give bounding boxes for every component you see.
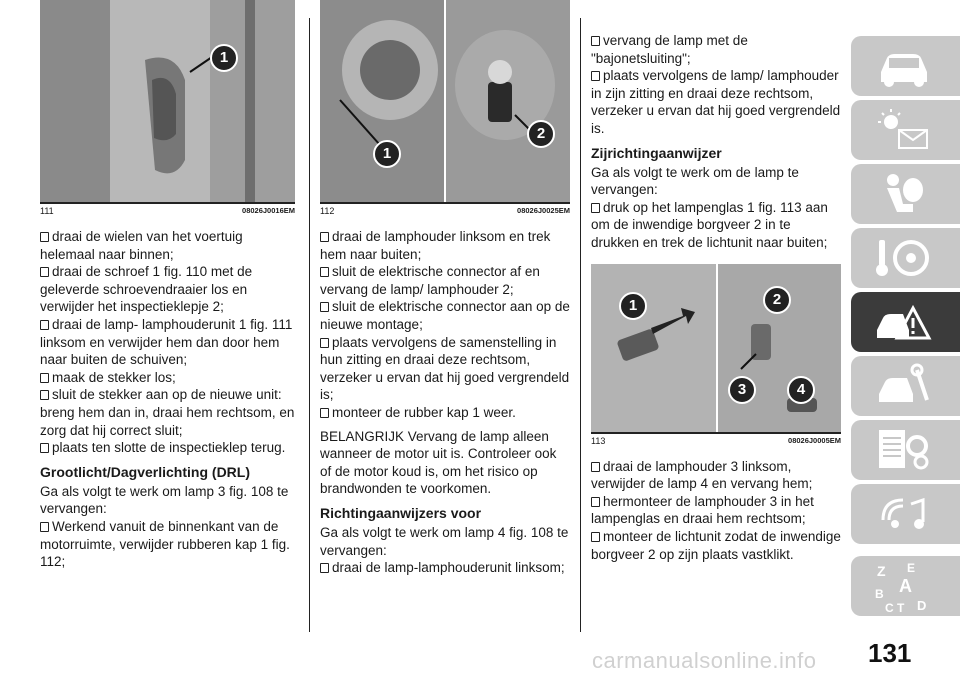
column-3-text-bottom	[591, 458, 841, 564]
figure-code: 08026J0016EM	[242, 206, 295, 215]
watermark: carmanualsonline.info	[592, 648, 817, 673]
checkbox-bullet-icon	[320, 232, 329, 242]
chapter-tab-multimedia[interactable]	[851, 484, 960, 544]
step: draai de schroef 1 fig. 110 met de geleverde schroevendraaier los en verwijder het inspectieklepje 2;	[40, 264, 253, 315]
checkbox-bullet-icon	[591, 462, 600, 472]
step: draai de lamp- lamphouderunit 1 fig. 111 linksom en verwijder hem dan door hem naar buiten de schuiven;	[40, 316, 293, 368]
svg-text:Z: Z	[877, 563, 886, 579]
callout-4: 4	[787, 376, 815, 404]
step: druk op het lampenglas 1 fig. 113 aan om de inwendige borgveer 2 in te drukken en trek de lichtunit naar buiten;	[591, 199, 828, 250]
chapter-tab-emergency[interactable]	[851, 292, 960, 352]
chapter-tab-starting[interactable]	[851, 228, 960, 288]
chapter-tab-dashboard[interactable]	[851, 100, 960, 160]
column-divider	[309, 18, 310, 632]
step: draai de lamp-lamphouderunit linksom;	[320, 559, 570, 577]
alphabetical-index-icon	[873, 558, 933, 614]
airbag-seat-icon	[873, 170, 933, 218]
section-heading: Grootlicht/Dagverlichting (DRL)	[40, 463, 250, 480]
step: hermonteer de lamphouder 3 in het lampenglas en draai hem rechtsom;	[591, 493, 814, 527]
figure-112-caption	[320, 202, 570, 222]
callout-1: 1	[373, 140, 401, 168]
figure-111	[40, 0, 295, 202]
figure-number: 111	[40, 206, 54, 216]
figure-number: 112	[320, 206, 335, 216]
checkbox-bullet-icon	[40, 232, 49, 242]
paragraph: Ga als volgt te werk om lamp 3 fig. 108 te vervangen:	[40, 483, 289, 517]
specifications-list-icon	[873, 426, 933, 474]
figure-113-caption	[591, 432, 841, 452]
column-divider	[580, 18, 581, 632]
step: sluit de elektrische connector af en vervang de lamp/ lamphouder 2;	[320, 264, 540, 297]
chapter-tab-maintenance[interactable]	[851, 356, 960, 416]
figure-number: 113	[591, 435, 606, 446]
column-3-text-top	[591, 32, 841, 252]
step: monteer de rubber kap 1 weer.	[320, 404, 570, 422]
column-1-text	[40, 228, 295, 571]
checkbox-bullet-icon	[40, 522, 49, 532]
step: plaats vervolgens de samenstelling in hun zitting en draai deze rechtsom, verzeker u ervan dat hij goed vergrendeld is;	[320, 334, 570, 403]
step: draai de lamphouder linksom en trek hem naar buiten;	[320, 229, 551, 262]
chapter-tab-car[interactable]	[851, 36, 960, 96]
step: sluit de elektrische connector aan op de nieuwe montage;	[320, 299, 570, 332]
callout-2: 2	[527, 120, 555, 148]
checkbox-bullet-icon	[591, 203, 600, 213]
callout-3: 3	[728, 376, 756, 404]
checkbox-bullet-icon	[40, 267, 49, 277]
step: sluit de stekker aan op de nieuwe unit: breng hem dan in, draai hem rechtsom, en zorg dat hij correct sluit;	[40, 387, 295, 438]
checkbox-bullet-icon	[40, 390, 49, 400]
checkbox-bullet-icon	[40, 373, 49, 383]
figure-111-caption	[40, 202, 295, 222]
checkbox-bullet-icon	[320, 267, 329, 277]
key-steering-wheel-icon	[873, 234, 933, 282]
important-note: BELANGRIJK Vervang de lamp alleen wanneer de motor uit is. Controleer ook of de motor koud is, om het risico op brandwonden te voorkomen.	[320, 428, 557, 497]
svg-text:A: A	[899, 576, 912, 596]
figure-112-illustration	[320, 0, 570, 202]
figure-111-illustration	[40, 0, 295, 202]
figure-113	[591, 264, 841, 432]
step: draai de wielen van het voertuig helemaal naar binnen;	[40, 229, 243, 262]
column-2-text	[320, 228, 570, 577]
callout-1: 1	[210, 44, 238, 72]
svg-text:B: B	[875, 587, 884, 601]
figure-112	[320, 0, 570, 202]
svg-text:C: C	[885, 601, 894, 614]
checkbox-bullet-icon	[40, 320, 49, 330]
figure-code: 08026J0005EM	[788, 435, 841, 445]
chapter-tab-index[interactable]	[851, 556, 960, 616]
paragraph: Ga als volgt te werk om lamp 4 fig. 108 te vervangen:	[320, 524, 569, 558]
checkbox-bullet-icon	[591, 497, 600, 507]
svg-text:T: T	[897, 601, 905, 614]
step: plaats ten slotte de inspectieklep terug.	[40, 439, 295, 457]
step: plaats vervolgens de lamp/ lamphouder in zijn zitting en draai deze rechtsom, verzeker u ervan dat hij goed vergrendeld is.	[591, 68, 841, 136]
figure-113-illustration	[591, 264, 841, 432]
checkbox-bullet-icon	[591, 532, 600, 542]
checkbox-bullet-icon	[591, 36, 600, 46]
checkbox-bullet-icon	[320, 338, 329, 348]
checkbox-bullet-icon	[591, 71, 600, 81]
checkbox-bullet-icon	[320, 563, 329, 573]
column-3	[591, 0, 841, 563]
maintenance-tools-icon	[873, 362, 933, 410]
step: Werkend vanuit de binnenkant van de motorruimte, verwijder rubberen kap 1 fig. 112;	[40, 518, 290, 570]
column-2	[320, 0, 570, 577]
chapter-tab-specifications[interactable]	[851, 420, 960, 480]
column-1	[40, 0, 295, 571]
step: draai de lamphouder 3 linksom, verwijder de lamp 4 en vervang hem;	[591, 458, 813, 492]
dashboard-lights-icon	[873, 106, 933, 154]
svg-text:E: E	[907, 561, 916, 575]
figure-code: 08026J0025EM	[517, 206, 570, 215]
emergency-car-warning-icon	[873, 298, 933, 346]
svg-text:D: D	[917, 598, 927, 613]
multimedia-icon	[873, 490, 933, 538]
checkbox-bullet-icon	[320, 302, 329, 312]
chapter-tab-safety[interactable]	[851, 164, 960, 224]
step: vervang de lamp met de "bajonetsluiting";	[591, 33, 748, 66]
car-icon	[873, 42, 933, 90]
page-number: 131	[868, 638, 912, 668]
section-heading: Zijrichtingaanwijzer	[591, 144, 722, 161]
checkbox-bullet-icon	[320, 408, 329, 418]
callout-1: 1	[619, 292, 647, 320]
step: monteer de lichtunit zodat de inwendige borgveer 2 op zijn plaats vastklikt.	[591, 528, 841, 562]
paragraph: Ga als volgt te werk om de lamp te vervangen:	[591, 164, 799, 198]
section-heading: Richtingaanwijzers voor	[320, 504, 482, 521]
step: maak de stekker los;	[40, 369, 295, 387]
checkbox-bullet-icon	[40, 443, 49, 453]
callout-2: 2	[763, 286, 791, 314]
